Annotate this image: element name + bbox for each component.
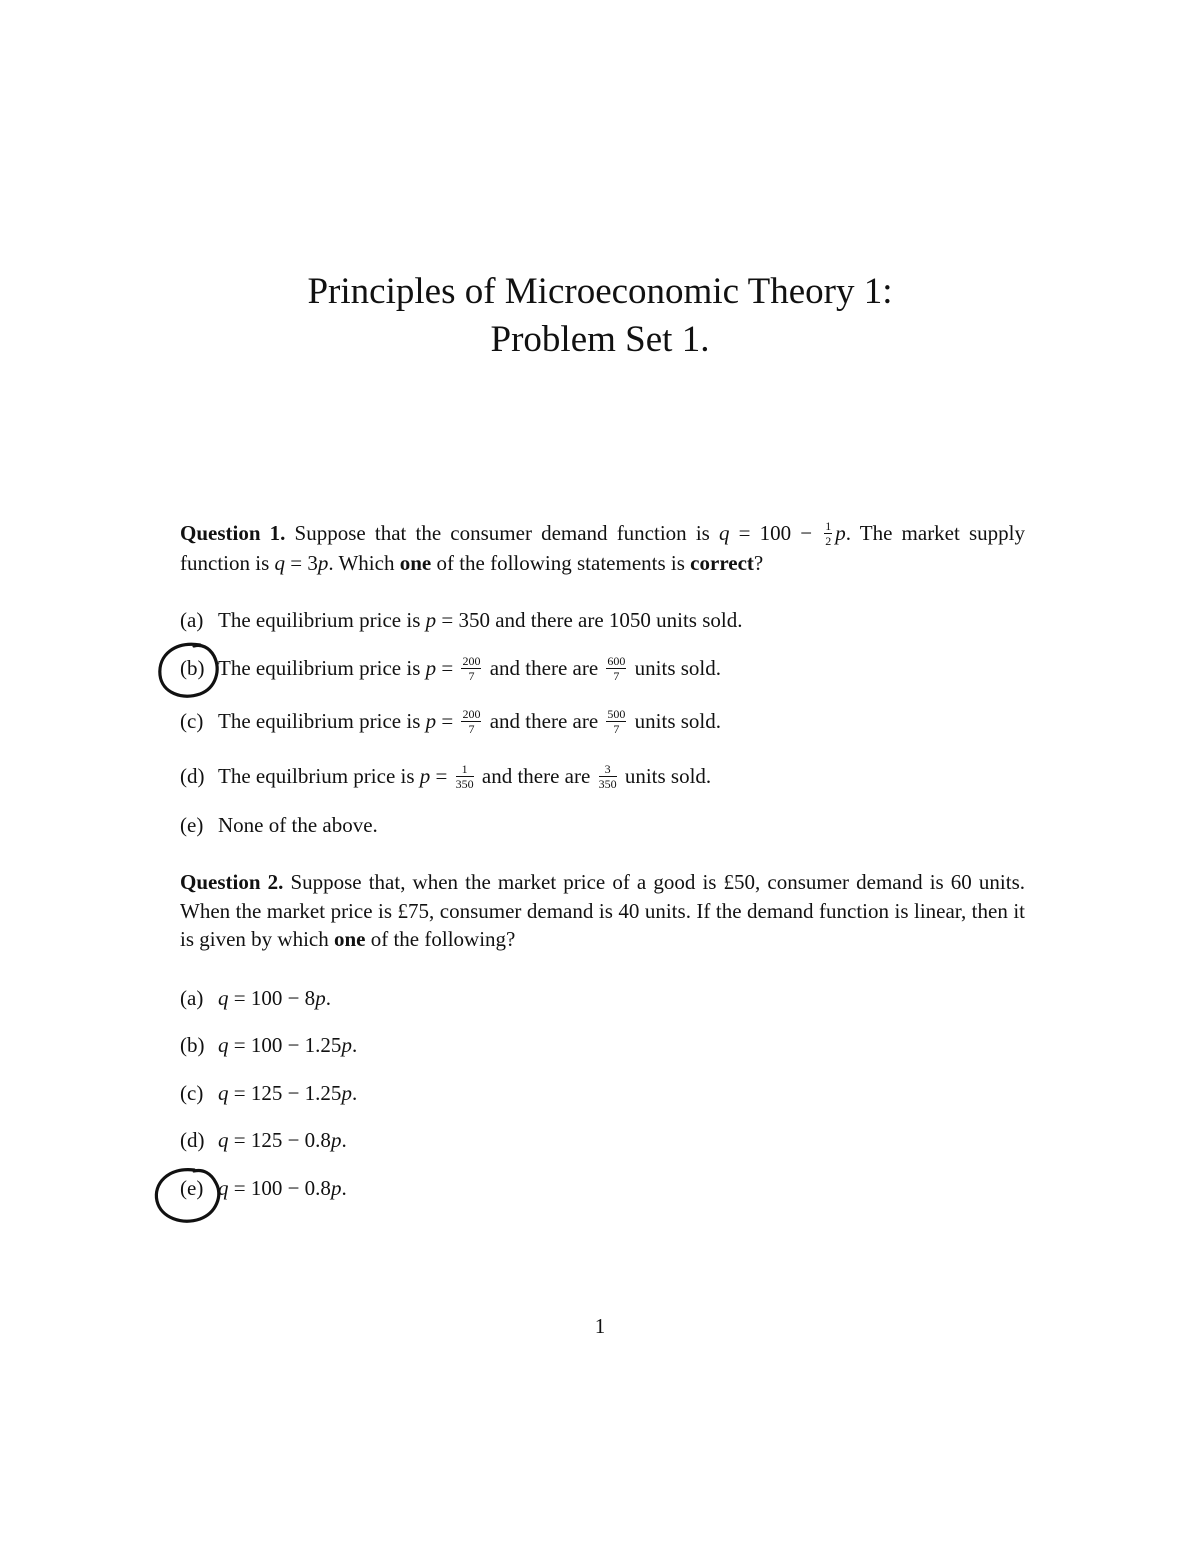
q1-option-d: (d) The equilbrium price is p = $\frac{1}{350}$ and there are $\frac{3}{350}$ units sold. xyxy=(180,761,712,791)
q1-option-b: (b) The equilibrium price is p = $\frac{200}{7}$ and there are $\frac{600}{7}$ units sold. xyxy=(180,653,722,683)
question-2-text: Question 2. Suppose that, when the market price of a good is £50, consumer demand is 60 units. When the market price is £75, consumer demand is 40 units. If the demand function is linear, then it is given by which one of the following? xyxy=(180,870,1025,951)
q2-option-b: (b) q = 100 − 1.25p. xyxy=(180,1033,358,1057)
question-1-label: Question 1. xyxy=(180,521,286,545)
question-1-text: Question 1. Suppose that the consumer demand function is q = 100 − $\frac{1}{2}$ p. The market supply function is q = 3p. Which one of the following statements is correct? xyxy=(180,518,1025,575)
q1-option-c: (c) The equilibrium price is p = $\frac{200}{7}$ and there are $\frac{500}{7}$ units sold. xyxy=(180,706,722,736)
q2-option-d: (d) q = 125 − 0.8p. xyxy=(180,1128,347,1152)
title-line-2: Problem Set 1. xyxy=(490,319,710,360)
fraction-one-half: $\frac{1}{2}$ xyxy=(825,518,832,548)
q2-option-c: (c) q = 125 − 1.25p. xyxy=(180,1081,358,1105)
q2-option-a: (a) q = 100 − 8p. xyxy=(180,986,331,1010)
q1-option-a: (a) The equilibrium price is p = 350 and there are 1050 units sold. xyxy=(180,608,743,632)
title-line-1: Principles of Microeconomic Theory 1: xyxy=(307,271,893,312)
q2-option-e: (e) q = 100 − 0.8p. xyxy=(180,1176,347,1200)
document-title xyxy=(0,268,1200,364)
q1-option-e: (e) None of the above. xyxy=(180,813,378,837)
page-number: 1 xyxy=(594,1314,606,1338)
question-2-label: Question 2. xyxy=(180,870,284,894)
